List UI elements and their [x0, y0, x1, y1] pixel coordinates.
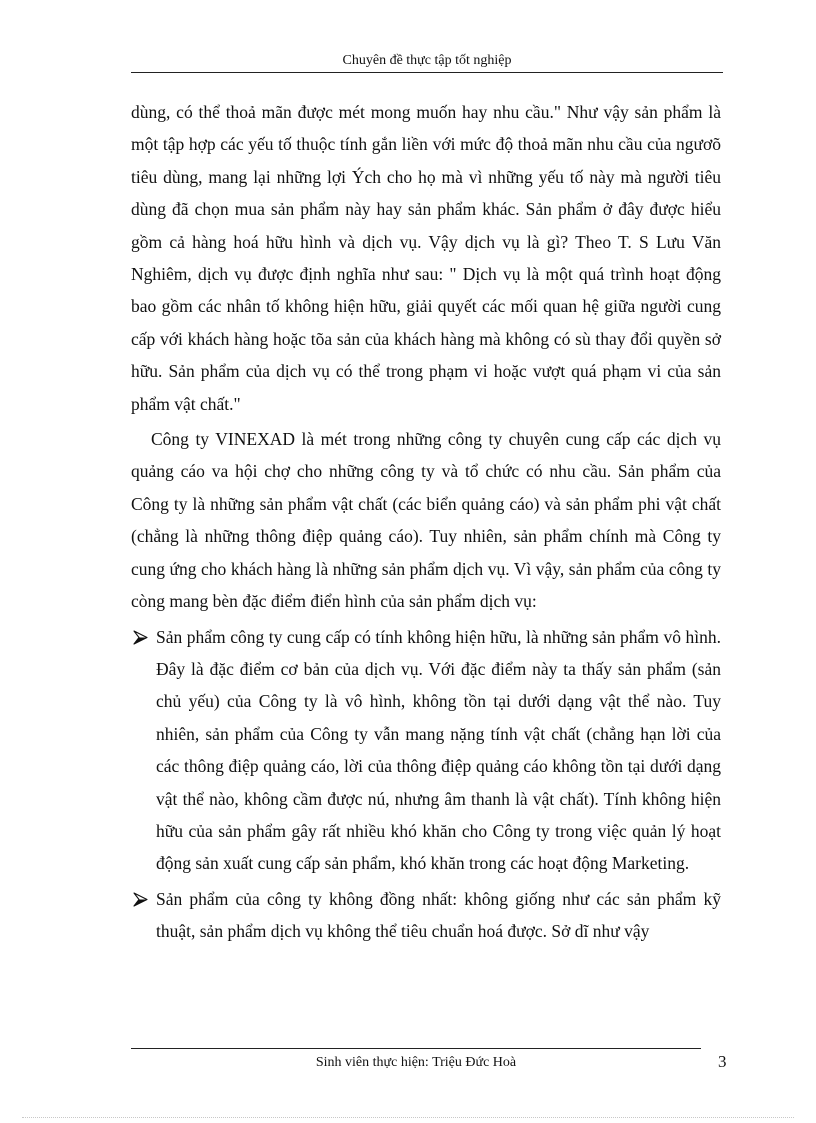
- paragraph-vinexad-products: Công ty VINEXAD là mét trong những công ty chuyên cung cấp các dịch vụ quảng cáo va hội chợ cho những công ty và tổ chức có nhu cầu. Sản phẩm của Công ty là những sản phẩm vật chất (các biển quảng cáo) và sản phẩm phi vật chất (chẳng là những thông điệp quảng cáo). Tuy nhiên, sản phẩm chính mà Công ty cung ứng cho khách hàng là những sản phẩm dịch vụ. Vì vậy, sản phẩm của công ty còng mang bèn đặc điểm điển hình của sản phẩm dịch vụ:: [131, 429, 721, 612]
- footer-author: Sinh viên thực hiện: Triệu Đức Hoà: [315, 1055, 517, 1070]
- list-item: [131, 883, 721, 948]
- characteristics-list: [131, 621, 721, 948]
- header-rule: [131, 72, 723, 73]
- document-body: [131, 96, 721, 951]
- list-item: [131, 621, 721, 880]
- list-item-text: Sản phẩm công ty cung cấp có tính không hiện hữu, là những sản phẩm vô hình. Đây là đặc điểm cơ bản của dịch vụ. Với đặc điểm này ta thấy sản phẩm (sản chủ yếu) của Công ty là vô hình, không tồn tại dưới dạng vật thể nào. Tuy nhiên, sản phẩm của Công ty vẫn mang nặng tính vật chất (chẳng hạn lời của các thông điệp quảng cáo, lời của thông điệp quảng cáo không tồn tại dưới dạng vật thể nào, không cầm được nú, nhưng âm thanh là vật chất). Tính không hiện hữu của sản phẩm gây rất nhiều khó khăn cho Công ty trong việc quản lý hoạt động sản xuất cung cấp sản phẩm, khó khăn trong các hoạt động Marketing.: [156, 626, 721, 874]
- page-number: 3: [718, 1052, 727, 1071]
- paragraph-continuation: dùng, có thể thoả mãn được mét mong muốn hay nhu cầu." Như vậy sản phẩm là một tập hợp các yếu tố thuộc tính gắn liền với mức độ thoả mãn nhu cầu của ngươõ tiêu dùng, mang lại những lợi Ých cho họ mà vì những yếu tố này mà người tiêu dùng đã chọn mua sản phẩm này hay sản phẩm khác. Sản phẩm ở đây được hiểu gồm cả hàng hoá hữu hình và dịch vụ. Vậy dịch vụ là gì? Theo T. S Lưu Văn Nghiêm, dịch vụ được định nghĩa như sau: " Dịch vụ là một quá trình hoạt động bao gồm các nhân tố không hiện hữu, giải quyết các mối quan hệ giữa người cung cấp với khách hàng hoặc tõa sản của khách hàng mà không có sù thay đổi quyền sở hữu. Sản phẩm của dịch vụ có thể trong phạm vi hoặc vượt quá phạm vi của sản phẩm vật chất.": [131, 102, 721, 414]
- footer-rule: [131, 1048, 701, 1049]
- arrowhead-bullet-icon: [133, 883, 149, 915]
- running-header: Chuyên đề thực tập tốt nghiệp: [342, 53, 512, 68]
- page-edge-divider: [22, 1117, 794, 1118]
- arrowhead-bullet-icon: [133, 621, 149, 653]
- list-item-text: Sản phẩm của công ty không đồng nhất: không giống như các sản phẩm kỹ thuật, sản phẩm dịch vụ không thể tiêu chuẩn hoá được. Sở dĩ như vậy: [156, 888, 721, 942]
